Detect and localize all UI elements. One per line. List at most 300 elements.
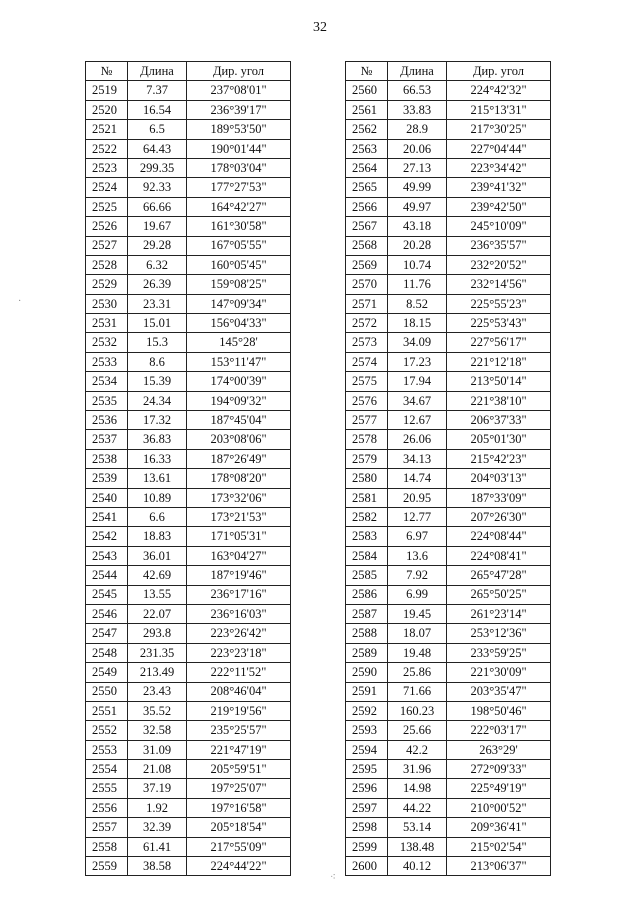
cell-number: 2528 (86, 255, 128, 274)
table-header-row (86, 62, 291, 81)
table-row (346, 546, 551, 565)
cell-direction-angle: 224°42'32" (447, 81, 551, 100)
cell-length: 12.67 (388, 411, 447, 430)
cell-direction-angle: 210°00'52" (447, 798, 551, 817)
cell-number: 2532 (86, 333, 128, 352)
cell-direction-angle: 156°04'33" (187, 314, 291, 333)
cell-direction-angle: 187°26'49" (187, 449, 291, 468)
table-row (86, 507, 291, 526)
table-row (346, 507, 551, 526)
cell-length: 6.97 (388, 527, 447, 546)
cell-direction-angle: 153°11'47" (187, 352, 291, 371)
cell-direction-angle: 223°34'42" (447, 158, 551, 177)
cell-direction-angle: 215°13'31" (447, 100, 551, 119)
cell-length: 1.92 (128, 798, 187, 817)
cell-length: 20.28 (388, 236, 447, 255)
cell-direction-angle: 204°03'13" (447, 469, 551, 488)
cell-number: 2553 (86, 740, 128, 759)
cell-direction-angle: 213°50'14" (447, 372, 551, 391)
cell-direction-angle: 232°14'56" (447, 275, 551, 294)
cell-direction-angle: 203°08'06" (187, 430, 291, 449)
cell-length: 26.39 (128, 275, 187, 294)
cell-length: 20.06 (388, 139, 447, 158)
cell-length: 7.37 (128, 81, 187, 100)
cell-length: 29.28 (128, 236, 187, 255)
cell-length: 15.3 (128, 333, 187, 352)
cell-direction-angle: 224°44'22" (187, 857, 291, 876)
cell-direction-angle: 187°45'04" (187, 411, 291, 430)
cell-length: 15.39 (128, 372, 187, 391)
cell-number: 2549 (86, 663, 128, 682)
cell-direction-angle: 203°35'47" (447, 682, 551, 701)
cell-number: 2540 (86, 488, 128, 507)
cell-length: 138.48 (388, 837, 447, 856)
cell-length: 160.23 (388, 701, 447, 720)
table-row (86, 255, 291, 274)
cell-direction-angle: 207°26'30" (447, 507, 551, 526)
cell-direction-angle: 219°19'56" (187, 701, 291, 720)
table-row (86, 236, 291, 255)
cell-length: 293.8 (128, 624, 187, 643)
table-row (86, 760, 291, 779)
cell-length: 16.33 (128, 449, 187, 468)
table-row (86, 197, 291, 216)
cell-direction-angle: 206°37'33" (447, 411, 551, 430)
cell-direction-angle: 225°49'19" (447, 779, 551, 798)
cell-direction-angle: 167°05'55" (187, 236, 291, 255)
cell-length: 21.08 (128, 760, 187, 779)
cell-length: 27.13 (388, 158, 447, 177)
table-row (86, 798, 291, 817)
cell-length: 13.55 (128, 585, 187, 604)
cell-number: 2585 (346, 566, 388, 585)
cell-number: 2566 (346, 197, 388, 216)
cell-length: 66.66 (128, 197, 187, 216)
table-row (346, 372, 551, 391)
cell-length: 14.98 (388, 779, 447, 798)
cell-length: 33.83 (388, 100, 447, 119)
cell-number: 2597 (346, 798, 388, 817)
table-row (86, 139, 291, 158)
table-row (86, 682, 291, 701)
cell-length: 31.96 (388, 760, 447, 779)
cell-direction-angle: 222°11'52" (187, 663, 291, 682)
table-row (346, 566, 551, 585)
table-row (346, 798, 551, 817)
cell-length: 35.52 (128, 701, 187, 720)
cell-length: 31.09 (128, 740, 187, 759)
cell-number: 2567 (346, 217, 388, 236)
table-row (346, 604, 551, 623)
cell-length: 25.86 (388, 663, 447, 682)
cell-direction-angle: 194°09'32" (187, 391, 291, 410)
cell-direction-angle: 233°59'25" (447, 643, 551, 662)
cell-direction-angle: 272°09'33" (447, 760, 551, 779)
cell-direction-angle: 197°25'07" (187, 779, 291, 798)
cell-length: 10.74 (388, 255, 447, 274)
cell-direction-angle: 173°21'53" (187, 507, 291, 526)
cell-direction-angle: 263°29' (447, 740, 551, 759)
cell-length: 28.9 (388, 120, 447, 139)
cell-number: 2587 (346, 604, 388, 623)
cell-number: 2550 (86, 682, 128, 701)
cell-direction-angle: 161°30'58" (187, 217, 291, 236)
table-row (86, 779, 291, 798)
table-row (346, 643, 551, 662)
cell-number: 2535 (86, 391, 128, 410)
cell-length: 13.6 (388, 546, 447, 565)
scan-speck: · (18, 296, 22, 307)
cell-length: 49.97 (388, 197, 447, 216)
cell-number: 2545 (86, 585, 128, 604)
table-row (86, 721, 291, 740)
cell-length: 38.58 (128, 857, 187, 876)
cell-direction-angle: 178°03'04" (187, 158, 291, 177)
cell-number: 2526 (86, 217, 128, 236)
cell-number: 2579 (346, 449, 388, 468)
cell-number: 2525 (86, 197, 128, 216)
cell-length: 17.94 (388, 372, 447, 391)
cell-direction-angle: 205°59'51" (187, 760, 291, 779)
cell-direction-angle: 239°41'32" (447, 178, 551, 197)
table-row (346, 430, 551, 449)
cell-length: 22.07 (128, 604, 187, 623)
cell-number: 2533 (86, 352, 128, 371)
table-row (346, 81, 551, 100)
cell-length: 26.06 (388, 430, 447, 449)
cell-direction-angle: 225°55'23" (447, 294, 551, 313)
cell-number: 2537 (86, 430, 128, 449)
table-row (86, 430, 291, 449)
cell-direction-angle: 224°08'41" (447, 546, 551, 565)
cell-number: 2573 (346, 333, 388, 352)
cell-length: 25.66 (388, 721, 447, 740)
cell-direction-angle: 224°08'44" (447, 527, 551, 546)
table-row (86, 333, 291, 352)
table-row (346, 158, 551, 177)
cell-direction-angle: 145°28' (187, 333, 291, 352)
cell-direction-angle: 261°23'14" (447, 604, 551, 623)
cell-number: 2539 (86, 469, 128, 488)
cell-direction-angle: 178°08'20" (187, 469, 291, 488)
cell-number: 2546 (86, 604, 128, 623)
table-row (86, 411, 291, 430)
cell-length: 19.45 (388, 604, 447, 623)
cell-direction-angle: 221°12'18" (447, 352, 551, 371)
table-row (86, 527, 291, 546)
table-row (346, 139, 551, 158)
cell-number: 2563 (346, 139, 388, 158)
table-row (86, 217, 291, 236)
cell-direction-angle: 205°01'30" (447, 430, 551, 449)
table-row (346, 333, 551, 352)
cell-number: 2542 (86, 527, 128, 546)
cell-number: 2531 (86, 314, 128, 333)
cell-direction-angle: 190°01'44" (187, 139, 291, 158)
cell-length: 18.15 (388, 314, 447, 333)
table-row (346, 275, 551, 294)
cell-direction-angle: 221°38'10" (447, 391, 551, 410)
table-row (346, 469, 551, 488)
cell-number: 2572 (346, 314, 388, 333)
cell-number: 2578 (346, 430, 388, 449)
table-row (346, 391, 551, 410)
table-row (346, 818, 551, 837)
cell-length: 8.6 (128, 352, 187, 371)
cell-direction-angle: 221°47'19" (187, 740, 291, 759)
cell-length: 14.74 (388, 469, 447, 488)
table-row (86, 391, 291, 410)
cell-number: 2588 (346, 624, 388, 643)
cell-length: 64.43 (128, 139, 187, 158)
cell-number: 2519 (86, 81, 128, 100)
table-row (346, 837, 551, 856)
table-row (86, 604, 291, 623)
table-row (86, 701, 291, 720)
cell-number: 2595 (346, 760, 388, 779)
cell-length: 6.99 (388, 585, 447, 604)
table-row (346, 701, 551, 720)
cell-number: 2520 (86, 100, 128, 119)
cell-number: 2569 (346, 255, 388, 274)
cell-length: 42.2 (388, 740, 447, 759)
cell-number: 2559 (86, 857, 128, 876)
header-number: № (86, 62, 128, 81)
cell-length: 11.76 (388, 275, 447, 294)
cell-length: 66.53 (388, 81, 447, 100)
cell-length: 32.39 (128, 818, 187, 837)
cell-length: 43.18 (388, 217, 447, 236)
cell-direction-angle: 222°03'17" (447, 721, 551, 740)
cell-number: 2527 (86, 236, 128, 255)
cell-length: 92.33 (128, 178, 187, 197)
table-row (346, 411, 551, 430)
cell-number: 2524 (86, 178, 128, 197)
cell-number: 2590 (346, 663, 388, 682)
cell-direction-angle: 213°06'37" (447, 857, 551, 876)
cell-length: 42.69 (128, 566, 187, 585)
table-row (346, 217, 551, 236)
cell-number: 2574 (346, 352, 388, 371)
table-row (86, 566, 291, 585)
table-row (86, 585, 291, 604)
cell-length: 34.67 (388, 391, 447, 410)
header-number: № (346, 62, 388, 81)
cell-number: 2589 (346, 643, 388, 662)
cell-number: 2548 (86, 643, 128, 662)
cell-number: 2575 (346, 372, 388, 391)
cell-direction-angle: 160°05'45" (187, 255, 291, 274)
cell-number: 2596 (346, 779, 388, 798)
table-row (346, 624, 551, 643)
cell-number: 2600 (346, 857, 388, 876)
table-row (86, 81, 291, 100)
cell-length: 53.14 (388, 818, 447, 837)
cell-number: 2529 (86, 275, 128, 294)
table-row (346, 120, 551, 139)
table-row (86, 624, 291, 643)
table-row (86, 100, 291, 119)
cell-length: 16.54 (128, 100, 187, 119)
cell-number: 2576 (346, 391, 388, 410)
table-row (346, 314, 551, 333)
header-length: Длина (128, 62, 187, 81)
table-row (86, 643, 291, 662)
cell-length: 213.49 (128, 663, 187, 682)
table-row (86, 546, 291, 565)
cell-number: 2536 (86, 411, 128, 430)
cell-number: 2580 (346, 469, 388, 488)
cell-direction-angle: 205°18'54" (187, 818, 291, 837)
cell-length: 24.34 (128, 391, 187, 410)
cell-number: 2564 (346, 158, 388, 177)
table-row (86, 818, 291, 837)
table-row (346, 178, 551, 197)
cell-length: 49.99 (388, 178, 447, 197)
cell-length: 17.23 (388, 352, 447, 371)
cell-direction-angle: 215°42'23" (447, 449, 551, 468)
cell-length: 10.89 (128, 488, 187, 507)
cell-number: 2592 (346, 701, 388, 720)
cell-number: 2552 (86, 721, 128, 740)
cell-direction-angle: 163°04'27" (187, 546, 291, 565)
table-row (86, 372, 291, 391)
cell-direction-angle: 225°53'43" (447, 314, 551, 333)
header-direction-angle: Дир. угол (187, 62, 291, 81)
table-row (346, 721, 551, 740)
cell-direction-angle: 223°26'42" (187, 624, 291, 643)
cell-number: 2541 (86, 507, 128, 526)
cell-direction-angle: 173°32'06" (187, 488, 291, 507)
table-row (86, 740, 291, 759)
cell-number: 2561 (346, 100, 388, 119)
cell-direction-angle: 227°56'17" (447, 333, 551, 352)
cell-direction-angle: 239°42'50" (447, 197, 551, 216)
cell-direction-angle: 223°23'18" (187, 643, 291, 662)
cell-number: 2554 (86, 760, 128, 779)
cell-number: 2593 (346, 721, 388, 740)
cell-direction-angle: 217°30'25" (447, 120, 551, 139)
cell-direction-angle: 171°05'31" (187, 527, 291, 546)
cell-length: 15.01 (128, 314, 187, 333)
cell-length: 231.35 (128, 643, 187, 662)
table-row (346, 682, 551, 701)
cell-number: 2562 (346, 120, 388, 139)
cell-number: 2570 (346, 275, 388, 294)
cell-length: 23.43 (128, 682, 187, 701)
cell-number: 2584 (346, 546, 388, 565)
cell-number: 2560 (346, 81, 388, 100)
table-row (86, 178, 291, 197)
cell-length: 32.58 (128, 721, 187, 740)
cell-direction-angle: 253°12'36" (447, 624, 551, 643)
cell-length: 18.07 (388, 624, 447, 643)
page-number: 32 (313, 20, 327, 35)
cell-number: 2547 (86, 624, 128, 643)
cell-length: 17.32 (128, 411, 187, 430)
cell-number: 2523 (86, 158, 128, 177)
table-row (346, 100, 551, 119)
cell-length: 40.12 (388, 857, 447, 876)
table-row (86, 120, 291, 139)
table-row (346, 488, 551, 507)
cell-direction-angle: 215°02'54" (447, 837, 551, 856)
table-row (86, 449, 291, 468)
cell-direction-angle: 217°55'09" (187, 837, 291, 856)
cell-direction-angle: 198°50'46" (447, 701, 551, 720)
table-row (86, 663, 291, 682)
cell-number: 2582 (346, 507, 388, 526)
cell-direction-angle: 227°04'44" (447, 139, 551, 158)
cell-number: 2591 (346, 682, 388, 701)
table-row (86, 158, 291, 177)
cell-length: 19.67 (128, 217, 187, 236)
cell-length: 36.83 (128, 430, 187, 449)
coordinates-table-right (345, 61, 551, 876)
cell-number: 2558 (86, 837, 128, 856)
table-row (346, 255, 551, 274)
cell-length: 34.09 (388, 333, 447, 352)
cell-number: 2571 (346, 294, 388, 313)
cell-number: 2599 (346, 837, 388, 856)
cell-direction-angle: 189°53'50" (187, 120, 291, 139)
cell-direction-angle: 232°20'52" (447, 255, 551, 274)
cell-number: 2530 (86, 294, 128, 313)
cell-direction-angle: 164°42'27" (187, 197, 291, 216)
header-length: Длина (388, 62, 447, 81)
cell-length: 44.22 (388, 798, 447, 817)
cell-number: 2543 (86, 546, 128, 565)
table-row (346, 352, 551, 371)
cell-length: 36.01 (128, 546, 187, 565)
cell-number: 2594 (346, 740, 388, 759)
table-header-row (346, 62, 551, 81)
table-row (346, 779, 551, 798)
table-row (346, 527, 551, 546)
cell-number: 2586 (346, 585, 388, 604)
table-row (346, 236, 551, 255)
cell-length: 19.48 (388, 643, 447, 662)
cell-length: 6.5 (128, 120, 187, 139)
cell-direction-angle: 197°16'58" (187, 798, 291, 817)
header-direction-angle: Дир. угол (447, 62, 551, 81)
table-row (86, 837, 291, 856)
cell-number: 2534 (86, 372, 128, 391)
cell-direction-angle: 265°50'25" (447, 585, 551, 604)
coordinates-table-left (85, 61, 291, 876)
cell-length: 7.92 (388, 566, 447, 585)
table-row (86, 469, 291, 488)
cell-length: 18.83 (128, 527, 187, 546)
table-row (86, 352, 291, 371)
cell-direction-angle: 236°17'16" (187, 585, 291, 604)
cell-direction-angle: 187°33'09" (447, 488, 551, 507)
table-row (86, 488, 291, 507)
cell-length: 6.6 (128, 507, 187, 526)
scan-speck: ⁖ (330, 872, 336, 883)
cell-number: 2581 (346, 488, 388, 507)
table-row (346, 663, 551, 682)
cell-number: 2568 (346, 236, 388, 255)
table-row (346, 197, 551, 216)
table-row (346, 760, 551, 779)
cell-length: 299.35 (128, 158, 187, 177)
cell-number: 2522 (86, 139, 128, 158)
cell-length: 8.52 (388, 294, 447, 313)
cell-direction-angle: 236°39'17" (187, 100, 291, 119)
cell-direction-angle: 221°30'09" (447, 663, 551, 682)
cell-number: 2551 (86, 701, 128, 720)
